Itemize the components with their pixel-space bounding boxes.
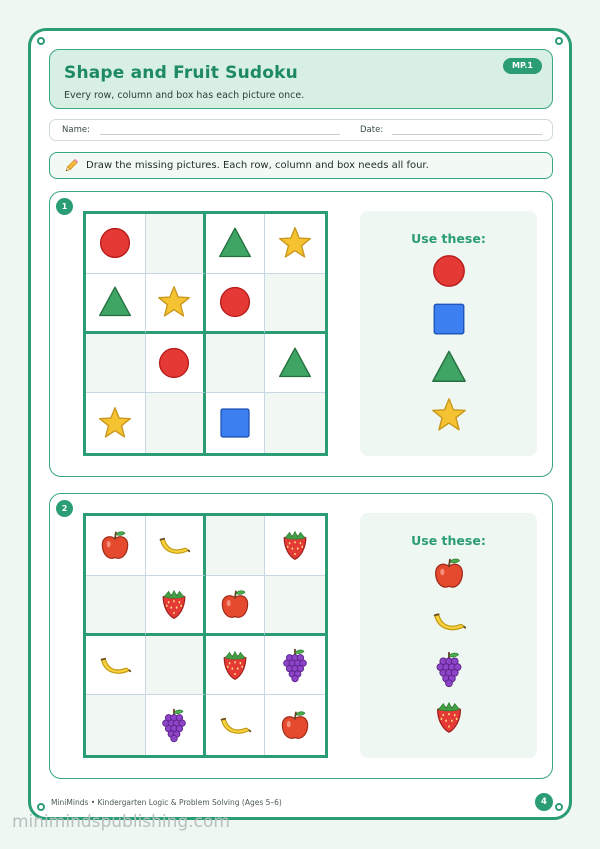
- grid-cell-square: [206, 393, 266, 453]
- page-title: Shape and Fruit Sudoku: [64, 63, 298, 83]
- grid-cell-triangle: [206, 214, 266, 274]
- puzzle-number: 2: [56, 500, 73, 517]
- grid-cell-star: [146, 274, 206, 334]
- corner-dot: [555, 37, 563, 45]
- puzzle-number: 1: [56, 198, 73, 215]
- triangle-icon: [217, 225, 253, 261]
- apple-icon: [217, 586, 253, 622]
- grid-cell-circle: [86, 214, 146, 274]
- strawberry-icon: [156, 586, 192, 622]
- legend-title: Use these:: [411, 533, 486, 548]
- apple-icon: [277, 707, 313, 743]
- grid-cell-empty[interactable]: [146, 393, 206, 453]
- strawberry-icon: [277, 527, 313, 563]
- name-date-bar: [49, 119, 553, 141]
- grid-cell-apple: [86, 516, 146, 576]
- star-icon: [277, 225, 313, 261]
- puzzle-panel: [49, 493, 553, 779]
- legend-grapes-icon: [360, 650, 537, 688]
- circle-icon: [97, 225, 133, 261]
- strawberry-icon: [217, 647, 253, 683]
- sudoku-grid: [83, 211, 328, 456]
- grid-cell-apple: [265, 695, 325, 755]
- date-label: Date:: [360, 125, 384, 135]
- watermark: minimindspublishing.com: [12, 812, 230, 832]
- grid-cell-circle: [206, 274, 266, 334]
- banana-icon: [97, 647, 133, 683]
- star-icon: [156, 284, 192, 320]
- pencil-icon: [63, 158, 79, 178]
- picture-legend: [360, 513, 537, 758]
- picture-legend: [360, 211, 537, 456]
- legend-triangle-icon: [360, 348, 537, 386]
- grid-cell-empty[interactable]: [265, 393, 325, 453]
- legend-title: Use these:: [411, 231, 486, 246]
- legend-strawberry-icon: [360, 698, 537, 736]
- grid-cell-empty[interactable]: [86, 576, 146, 636]
- grid-cell-circle: [146, 334, 206, 394]
- circle-icon: [217, 284, 253, 320]
- grid-cell-banana: [206, 695, 266, 755]
- grid-cell-strawberry: [146, 576, 206, 636]
- square-icon: [217, 405, 253, 441]
- page-header: [49, 49, 553, 109]
- legend-apple-icon: [360, 554, 537, 592]
- grid-cell-star: [265, 214, 325, 274]
- worksheet-page: [28, 28, 572, 820]
- grid-cell-triangle: [265, 334, 325, 394]
- grid-cell-strawberry: [206, 636, 266, 696]
- grapes-icon: [156, 707, 192, 743]
- grid-cell-triangle: [86, 274, 146, 334]
- legend-star-icon: [360, 396, 537, 434]
- grid-cell-empty[interactable]: [265, 274, 325, 334]
- apple-icon: [97, 527, 133, 563]
- banana-icon: [156, 527, 192, 563]
- grid-cell-banana: [146, 516, 206, 576]
- instruction-bar: [49, 152, 553, 179]
- circle-icon: [156, 345, 192, 381]
- grid-cell-star: [86, 393, 146, 453]
- legend-circle-icon: [360, 252, 537, 290]
- instruction-text: Draw the missing pictures. Each row, column and box needs all four.: [86, 160, 429, 171]
- puzzle-panel: [49, 191, 553, 477]
- grid-cell-grapes: [265, 636, 325, 696]
- banana-icon: [217, 707, 253, 743]
- legend-banana-icon: [360, 602, 537, 640]
- grid-cell-empty[interactable]: [146, 636, 206, 696]
- corner-dot: [37, 37, 45, 45]
- grid-cell-empty[interactable]: [206, 334, 266, 394]
- page-subtitle: Every row, column and box has each picture once.: [64, 90, 305, 101]
- legend-square-icon: [360, 300, 537, 338]
- page-number: 4: [535, 793, 553, 811]
- grid-cell-grapes: [146, 695, 206, 755]
- standard-badge: MP.1: [503, 58, 542, 74]
- grid-cell-empty[interactable]: [86, 695, 146, 755]
- grid-cell-strawberry: [265, 516, 325, 576]
- grid-cell-empty[interactable]: [206, 516, 266, 576]
- grid-cell-empty[interactable]: [86, 334, 146, 394]
- date-field[interactable]: [392, 134, 542, 135]
- grid-cell-empty[interactable]: [265, 576, 325, 636]
- name-label: Name:: [62, 125, 90, 135]
- corner-dot: [555, 803, 563, 811]
- grapes-icon: [277, 647, 313, 683]
- triangle-icon: [277, 345, 313, 381]
- star-icon: [97, 405, 133, 441]
- footer-text: MiniMinds • Kindergarten Logic & Problem Solving (Ages 5–6): [51, 798, 282, 807]
- grid-cell-empty[interactable]: [146, 214, 206, 274]
- grid-cell-apple: [206, 576, 266, 636]
- sudoku-grid: [83, 513, 328, 758]
- triangle-icon: [97, 284, 133, 320]
- grid-cell-banana: [86, 636, 146, 696]
- name-field[interactable]: [100, 134, 340, 135]
- corner-dot: [37, 803, 45, 811]
